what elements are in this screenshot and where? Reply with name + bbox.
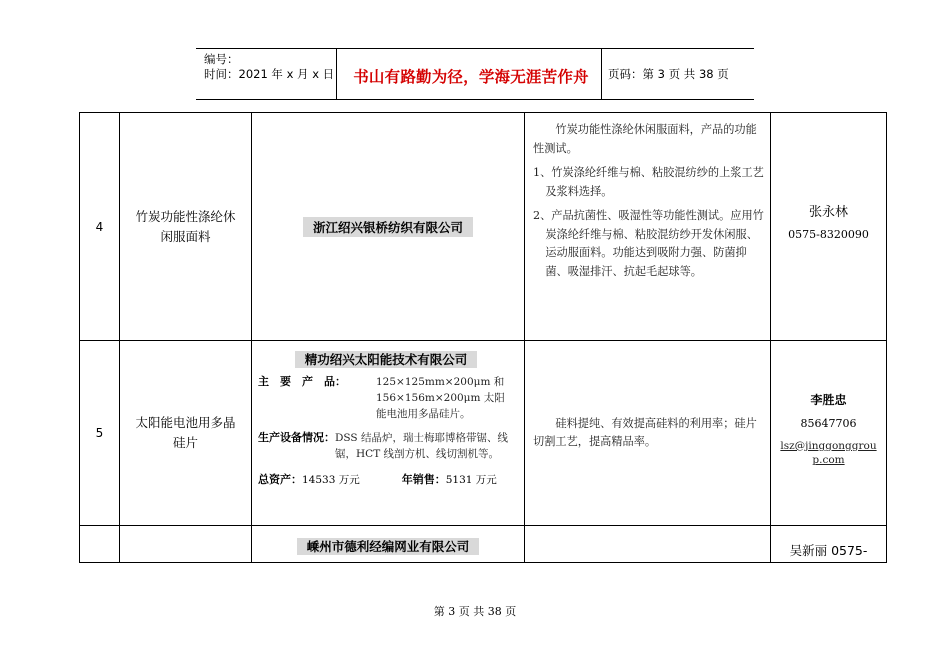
company-cell (252, 113, 525, 341)
header-divider (336, 49, 337, 99)
main-products-value: 125×125mm×200μm 和 156×156m×200μm 太阳能电池用多晶硅片。 (376, 376, 505, 420)
page-header (196, 48, 754, 100)
equipment-value: DSS 结晶炉，瑞士梅耶博格带锯、线锯，HCT 线剖方机、线切割机等。 (335, 432, 508, 460)
company-name: 嵊州市德利经编网业有限公司 (297, 538, 480, 555)
product-cell (120, 341, 252, 526)
company-cell (252, 341, 525, 526)
company-name: 精功绍兴太阳能技术有限公司 (295, 351, 478, 368)
row-index-cell (80, 113, 120, 341)
description-cell (525, 341, 771, 526)
header-page-info: 页码：第 3 页 共 38 页 (608, 67, 729, 81)
number-label: 编号： (204, 52, 239, 66)
contact-phone: 85647706 (800, 417, 857, 430)
header-divider (601, 49, 602, 99)
time-label: 时间：2021 年 x 月 x 日 (204, 67, 335, 81)
product-name: 竹炭功能性涤纶休闲服面料 (135, 208, 236, 244)
contact-cell (771, 113, 887, 341)
sales-value: 5131 万元 (445, 474, 497, 486)
main-products-label: 主 要 产 品： (258, 375, 346, 388)
product-name: 太阳能电池用多晶硅片 (135, 415, 236, 450)
contact-name: 李胜忠 (810, 393, 847, 407)
header-meta (204, 52, 334, 82)
company-name: 浙江绍兴银桥纺织有限公司 (303, 217, 473, 237)
page-footer: 第 3 页 共 38 页 (433, 605, 517, 618)
description-cell (525, 526, 771, 563)
description-item: 2、产品抗菌性、吸湿性等功能性测试。应用竹炭涤纶纤维与棉、粘胶混纺纱开发休闲服、运动服面料。功能达到吸附力强、防菌抑菌、吸湿排汗、抗起毛起球等。 (533, 209, 764, 278)
equipment (258, 430, 514, 462)
description-text: 硅料提纯、有效提高硅料的利用率；硅片切割工艺，提高精品率。 (533, 416, 757, 448)
contact-name: 张永林 (808, 204, 848, 220)
contact-phone: 0575-8320090 (788, 227, 869, 241)
contact-partial: 吴新丽 0575- (789, 543, 868, 558)
assets-label: 总资产： (258, 473, 302, 486)
contact-cell (771, 526, 887, 563)
row-index-cell (80, 526, 120, 563)
row-index-cell (80, 341, 120, 526)
equipment-label: 生产设备情况： (258, 431, 335, 444)
assets-value: 14533 万元 (302, 474, 360, 486)
enterprise-table (79, 112, 887, 563)
financials (258, 472, 514, 488)
contact-email[interactable]: lsz@jinggonggroup.com (780, 440, 877, 466)
row-index: 4 (95, 219, 104, 234)
company-cell (252, 526, 525, 563)
description-cell (525, 113, 771, 341)
header-motto: 书山有路勤为径，学海无涯苦作舟 (353, 68, 589, 86)
description-item: 1、竹炭涤纶纤维与棉、粘胶混纺纱的上浆工艺及浆料选择。 (533, 166, 764, 198)
row-index: 5 (95, 426, 104, 440)
product-cell (120, 526, 252, 563)
description-intro: 竹炭功能性涤纶休闲服面料，产品的功能性测试。 (533, 123, 757, 155)
contact-cell (771, 341, 887, 526)
product-cell (120, 113, 252, 341)
sales-label: 年销售： (401, 473, 446, 486)
